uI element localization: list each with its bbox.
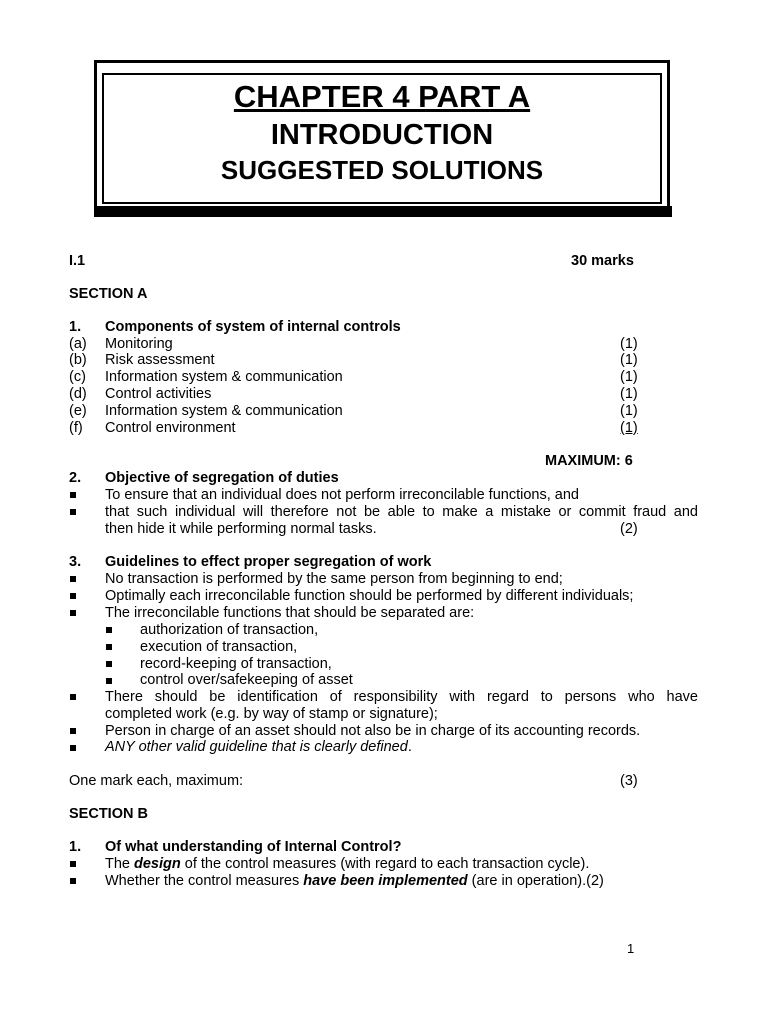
b-q1-number: 1. <box>69 839 82 855</box>
q1-item-text: Control environment <box>105 420 236 436</box>
q3-number: 3. <box>69 554 82 570</box>
b-q1-bullet-1 <box>105 856 589 873</box>
sub-bullet-icon <box>106 678 112 684</box>
q1-item-text: Information system & communication <box>105 369 343 385</box>
q3-bullet-6 <box>105 739 412 756</box>
b-q1-bullet-2 <box>105 873 604 890</box>
q3-sub-item: record-keeping of transaction, <box>140 656 332 672</box>
sub-bullet-icon <box>106 661 112 667</box>
q1-item-label: (f) <box>69 420 83 436</box>
q2-bullet-2-line-1-text: that such individual will therefore not be able to make a mistake or commit fraud and <box>105 504 698 520</box>
b-q1-bullet-2-emphasis: have been implemented <box>303 873 468 889</box>
question-marks: 30 marks <box>571 253 634 269</box>
q3-bullet-4-line-2: completed work (e.g. by way of stamp or signature); <box>105 706 438 722</box>
q2-number: 2. <box>69 470 82 486</box>
bullet-icon <box>70 509 76 515</box>
q2-bullet-2-line-2: then hide it while performing normal tasks. <box>105 521 377 537</box>
q2-mark: (2) <box>620 521 638 537</box>
section-a-heading: SECTION A <box>69 286 148 302</box>
b-q1-bullet-1-pre: The <box>105 856 135 872</box>
q3-bullet-4-line-1 <box>105 689 698 706</box>
q1-number: 1. <box>69 319 82 335</box>
bullet-icon <box>70 728 76 734</box>
q3-sub-item: execution of transaction, <box>140 639 298 655</box>
b-q1-bullet-1-post: of the control measures (with regard to each transaction cycle). <box>180 856 590 872</box>
q3-sub-item: control over/safekeeping of asset <box>140 672 353 688</box>
bullet-icon <box>70 694 76 700</box>
b-q1-bullet-2-mark: (2) <box>586 873 604 889</box>
chapter-subtitle-2: SUGGESTED SOLUTIONS <box>220 155 544 185</box>
sub-bullet-icon <box>106 644 112 650</box>
q1-item-label: (b) <box>69 352 87 368</box>
q1-item-mark: (1) <box>620 369 638 385</box>
q1-item-text: Information system & communication <box>105 403 343 419</box>
q3-bullet-6-end: . <box>407 739 412 755</box>
q1-item-label: (d) <box>69 386 87 402</box>
question-id: I.1 <box>69 253 86 269</box>
sub-bullet-icon <box>106 627 112 633</box>
q1-item-mark: (1) <box>620 420 638 436</box>
q1-item-label: (a) <box>69 336 87 352</box>
bullet-icon <box>70 576 76 582</box>
q3-bullet-5: Person in charge of an asset should not also be in charge of its accounting records. <box>105 723 641 739</box>
q3-title: Guidelines to effect proper segregation of work <box>105 554 432 570</box>
chapter-title <box>97 79 667 115</box>
page-number: 1 <box>627 941 635 956</box>
bullet-icon <box>70 492 76 498</box>
q3-bullet-3: The irreconcilable functions that should be separated are: <box>105 605 475 621</box>
q1-item-label: (c) <box>69 369 86 385</box>
b-q1-bullet-1-emphasis: design <box>134 856 181 872</box>
q1-title: Components of system of internal controls <box>105 319 401 335</box>
q1-item-text: Risk assessment <box>105 352 215 368</box>
bullet-icon <box>70 878 76 884</box>
q3-footer-mark: (3) <box>620 773 638 789</box>
q1-item-mark: (1) <box>620 403 638 419</box>
bullet-icon <box>70 745 76 751</box>
section-b-heading: SECTION B <box>69 806 148 822</box>
q3-bullet-4-line-1-text: There should be identification of responsibility with regard to persons who have <box>105 689 698 705</box>
q1-item-mark: (1) <box>620 352 638 368</box>
b-q1-title: Of what understanding of Internal Control? <box>105 839 402 855</box>
q3-sub-item: authorization of transaction, <box>140 622 319 638</box>
chapter-subtitle: INTRODUCTION <box>270 119 494 151</box>
b-q1-bullet-2-pre: Whether the control measures <box>105 873 304 889</box>
q2-bullet-1: To ensure that an individual does not perform irreconcilable functions, and <box>105 487 579 503</box>
title-box <box>94 60 670 216</box>
q1-item-text: Monitoring <box>105 336 173 352</box>
q3-bullet-1: No transaction is performed by the same person from beginning to end; <box>105 571 563 587</box>
q1-item-mark: (1) <box>620 336 638 352</box>
q2-title: Objective of segregation of duties <box>105 470 339 486</box>
bullet-icon <box>70 593 76 599</box>
bullet-icon <box>70 861 76 867</box>
q1-item-label: (e) <box>69 403 87 419</box>
q1-item-text: Control activities <box>105 386 212 402</box>
q2-bullet-2-line-1 <box>105 504 698 521</box>
chapter-title-text: CHAPTER 4 PART A <box>233 79 531 114</box>
q3-bullet-6-italic: ANY other valid guideline that is clearly defined <box>105 739 408 755</box>
q3-bullet-2: Optimally each irreconcilable function should be performed by different individuals; <box>105 588 634 604</box>
q1-item-mark: (1) <box>620 386 638 402</box>
q3-footer-text: One mark each, maximum: <box>69 773 244 789</box>
bullet-icon <box>70 610 76 616</box>
b-q1-bullet-2-post: (are in operation). <box>467 873 587 889</box>
q1-maximum: MAXIMUM: 6 <box>545 453 633 469</box>
